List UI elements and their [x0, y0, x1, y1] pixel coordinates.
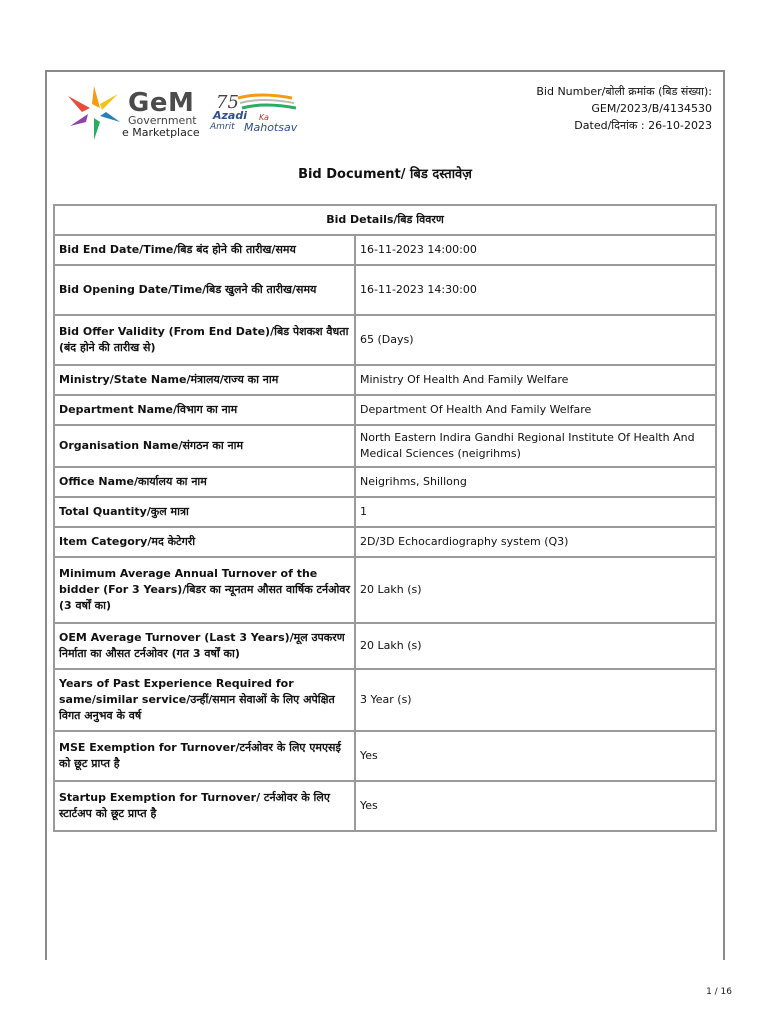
row-label: Ministry/State Name/मंत्रालय/राज्य का नाम [54, 365, 355, 395]
table-row [54, 395, 716, 425]
row-label: Bid End Date/Time/बिड बंद होने की तारीख/समय [54, 235, 355, 265]
row-label: Total Quantity/कुल मात्रा [54, 497, 355, 527]
row-value: 1 [355, 497, 716, 527]
table-row [54, 527, 716, 557]
bid-dated: Dated/दिनांक : 26-10-2023 [574, 119, 712, 132]
row-label: Startup Exemption for Turnover/ टर्नओवर के लिए स्टार्टअप को छूट प्राप्त है [54, 781, 355, 831]
gem-logo-subtitle-1: Government [128, 114, 197, 127]
row-value: Yes [355, 781, 716, 831]
table-row [54, 235, 716, 265]
document-title: Bid Document/ बिड दस्तावेज़ [298, 167, 472, 182]
bid-number-value: GEM/2023/B/4134530 [591, 102, 712, 115]
row-value: Department Of Health And Family Welfare [355, 395, 716, 425]
azadi-logo-word-2: Ka [259, 113, 269, 122]
row-value: Neigrihms, Shillong [355, 467, 716, 497]
table-row [54, 781, 716, 831]
azadi-logo-word-3: Amrit [210, 122, 235, 132]
row-value: 65 (Days) [355, 315, 716, 365]
row-label: OEM Average Turnover (Last 3 Years)/मूल उपकरण निर्माता का औसत टर्नओवर (गत 3 वर्षों का) [54, 623, 355, 669]
row-value: Yes [355, 731, 716, 781]
page-number: 1 / 16 [706, 987, 732, 997]
table-row [54, 669, 716, 731]
table-row [54, 365, 716, 395]
table-row [54, 315, 716, 365]
row-label: Organisation Name/संगठन का नाम [54, 425, 355, 467]
row-label: Bid Opening Date/Time/बिड खुलने की तारीख/समय [54, 265, 355, 315]
azadi-logo-word-4: Mahotsav [244, 121, 298, 134]
table-row [54, 497, 716, 527]
table-row [54, 467, 716, 497]
table-row [54, 623, 716, 669]
gem-logo-title: GeM [128, 88, 195, 118]
table-row [54, 731, 716, 781]
row-label: Item Category/मद केटेगरी [54, 527, 355, 557]
bid-meta-block [536, 83, 712, 134]
row-label: Minimum Average Annual Turnover of the bidder (For 3 Years)/बिडर का न्यूनतम औसत वार्षिक टर्नओवर (3 वर्षों का) [54, 557, 355, 623]
gem-logo-subtitle-2: e Marketplace [122, 126, 200, 139]
bid-details-header: Bid Details/बिड विवरण [54, 205, 716, 235]
row-value: 2D/3D Echocardiography system (Q3) [355, 527, 716, 557]
table-row [54, 557, 716, 623]
bid-number-label: Bid Number/बोली क्रमांक (बिड संख्या): [536, 85, 712, 98]
row-value: Ministry Of Health And Family Welfare [355, 365, 716, 395]
row-label: Years of Past Experience Required for same/similar service/उन्हीं/समान सेवाओं के लिए अपेक्षित विगत अनुभव के वर्ष [54, 669, 355, 731]
row-value: 20 Lakh (s) [355, 623, 716, 669]
bid-details-table [53, 204, 717, 832]
row-label: Department Name/विभाग का नाम [54, 395, 355, 425]
row-value: 20 Lakh (s) [355, 557, 716, 623]
row-label: Bid Offer Validity (From End Date)/बिड पेशकश वैधता (बंद होने की तारीख से) [54, 315, 355, 365]
row-label: MSE Exemption for Turnover/टर्नओवर के लिए एमएसई को छूट प्राप्त है [54, 731, 355, 781]
row-value: 16-11-2023 14:30:00 [355, 265, 716, 315]
table-row [54, 425, 716, 467]
row-value: 3 Year (s) [355, 669, 716, 731]
row-value: North Eastern Indira Gandhi Regional Institute Of Health And Medical Sciences (neigrihms) [355, 425, 716, 467]
table-row [54, 265, 716, 315]
svg-text:75: 75 [216, 92, 239, 113]
row-value: 16-11-2023 14:00:00 [355, 235, 716, 265]
table-header-row [54, 205, 716, 235]
azadi-logo-word-1: Azadi [213, 109, 247, 122]
row-label: Office Name/कार्यालय का नाम [54, 467, 355, 497]
